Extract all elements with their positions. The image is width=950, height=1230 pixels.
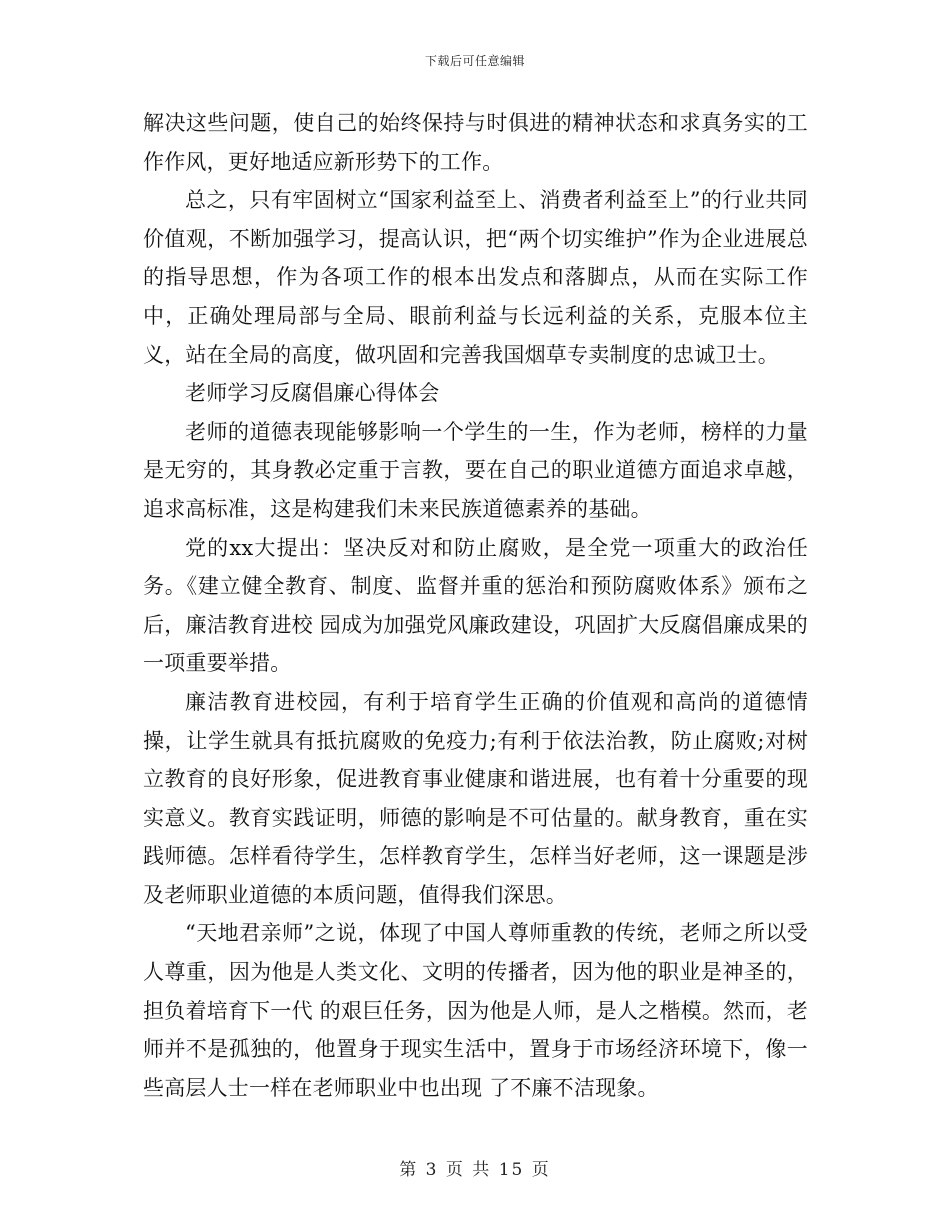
paragraph-continuation: 解决这些问题，使自己的始终保持与时俱进的精神状态和求真务实的工作作风，更好地适应新形势下的工作。 (143, 111, 808, 174)
paragraph-integrity-education: 廉洁教育进校园，有利于培育学生正确的价值观和高尚的道德情操，让学生就具有抵抗腐败的免疫力;有利于依法治教，防止腐败;对树立教育的良好形象，促进教育事业健康和谐进展，也有着十分重要的现实意义。教育实践证明，师德的影响是不可估量的。献身教育，重在实践师德。怎样看待学生，怎样教育学生，怎样当好老师，这一课题是涉及老师职业道德的本质问题，值得我们深思。 (143, 689, 808, 907)
paragraph-teacher-ethics: 老师的道德表现能够影响一个学生的一生，作为老师，榜样的力量是无穷的，其身教必定重于言教，要在自己的职业道德方面追求卓越，追求高标准，这是构建我们未来民族道德素养的基础。 (143, 419, 808, 521)
paragraph-party-congress: 党的xx大提出：坚决反对和防止腐败，是全党一项重大的政治任务。《建立健全教育、制度、监督并重的惩治和预防腐败体系》颁布之后，廉洁教育进校 园成为加强党风廉政建设，巩固扩大反腐倡廉成果的一项重要举措。 (143, 535, 808, 676)
document-body (143, 104, 808, 1107)
paragraph-respect-teachers: “天地君亲师”之说，体现了中国人尊师重教的传统，老师之所以受人尊重，因为他是人类文化、文明的传播者，因为他的职业是神圣的，担负着培育下一代 的艰巨任务，因为他是人师，是人之楷模。然而，老师并不是孤独的，他置身于现实生活中，置身于市场经济环境下，像一些高层人士一样在老师职业中也出现 了不廉不洁现象。 (143, 921, 808, 1100)
section-title: 老师学习反腐倡廉心得体会 (185, 381, 440, 406)
page-header: 下载后可任意编辑 (424, 54, 525, 68)
page-footer: 第 3 页 共 15 页 (399, 1160, 551, 1180)
paragraph-summary: 总之，只有牢固树立“国家利益至上、消费者利益至上”的行业共同价值观，不断加强学习，提高认识，把“两个切实维护”作为企业进展总的指导思想，作为各项工作的根本出发点和落脚点，从而在实际工作中，正确处理局部与全局、眼前利益与长远利益的关系，克服本位主义，站在全局的高度，做巩固和完善我国烟草专卖制度的忠诚卫士。 (143, 188, 808, 367)
